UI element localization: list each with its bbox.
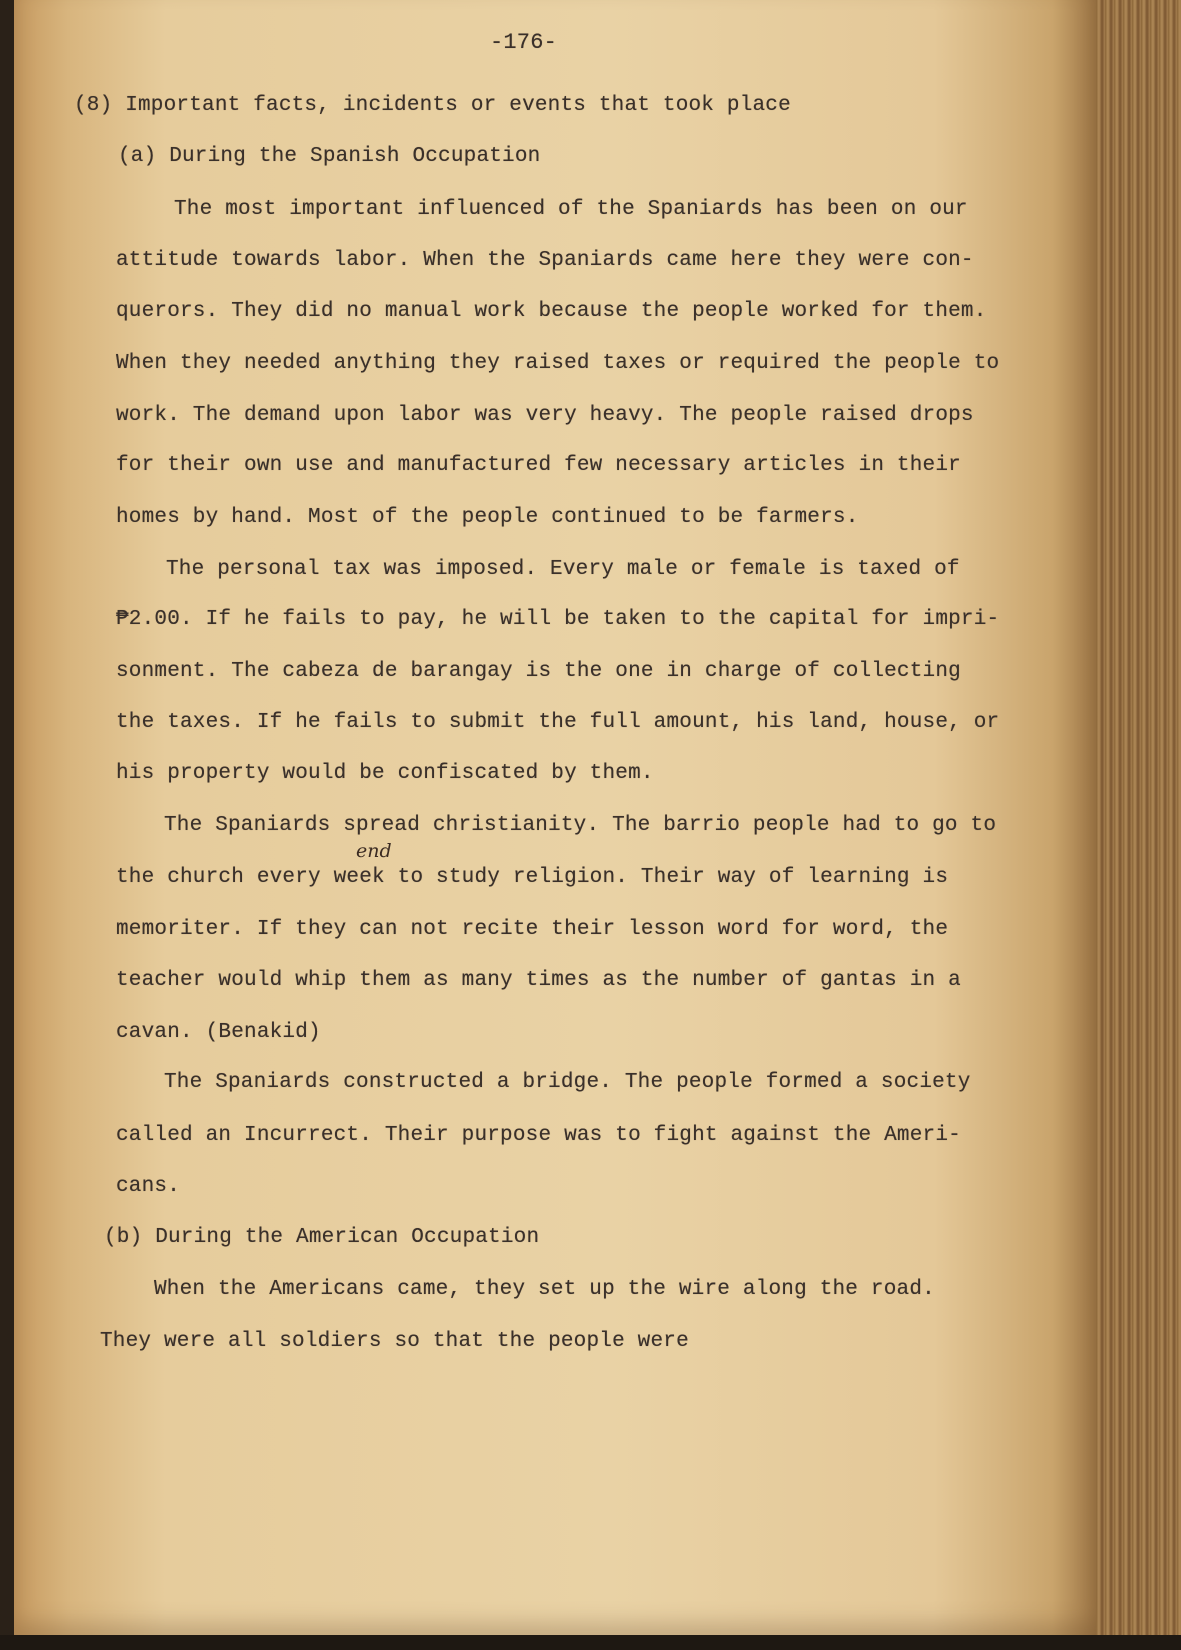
paragraph-line: When they needed anything they raised taxes or required the people to [116, 352, 1000, 375]
paragraph-line: ₱2.00. If he fails to pay, he will be taken to the capital for impri- [116, 608, 1000, 631]
subsection-heading-spanish: (a) During the Spanish Occupation [118, 145, 541, 168]
paragraph-line: The personal tax was imposed. Every male or female is taxed of [166, 558, 960, 581]
scan-bottom-border [0, 1635, 1181, 1650]
paragraph-line: memoriter. If they can not recite their lesson word for word, the [116, 918, 949, 941]
paragraph-line: querors. They did no manual work because the people worked for them. [116, 300, 987, 323]
paragraph-line: cavan. (Benakid) [116, 1021, 321, 1044]
paragraph-line: cans. [116, 1175, 181, 1198]
paragraph-line: sonment. The cabeza de barangay is the one in charge of collecting [116, 660, 961, 683]
handwritten-insertion: end [356, 840, 392, 862]
paragraph-line: attitude towards labor. When the Spaniards came here they were con- [116, 249, 974, 272]
paragraph-line: homes by hand. Most of the people continued to be farmers. [116, 506, 859, 529]
paragraph-line: The Spaniards spread christianity. The barrio people had to go to [164, 814, 997, 837]
page-number: -176- [490, 30, 558, 55]
paragraph-line: his property would be confiscated by them. [116, 762, 654, 785]
paragraph-line: for their own use and manufactured few necessary articles in their [116, 454, 961, 477]
paragraph-line: the taxes. If he fails to submit the full amount, his land, house, or [116, 711, 1000, 734]
paragraph-line: work. The demand upon labor was very heavy. The people raised drops [116, 404, 974, 427]
paragraph-line: They were all soldiers so that the people were [100, 1330, 689, 1353]
paragraph-line: the church every week to study religion. Their way of learning is [116, 866, 949, 889]
subsection-heading-american: (b) During the American Occupation [104, 1226, 540, 1249]
paragraph-line: The Spaniards constructed a bridge. The people formed a society [164, 1071, 971, 1094]
paragraph-line: When the Americans came, they set up the wire along the road. [154, 1278, 935, 1301]
document-page [14, 0, 1096, 1635]
binding-edge [1096, 0, 1181, 1650]
paragraph-line: teacher would whip them as many times as the number of gantas in a [116, 969, 961, 992]
section-heading: (8) Important facts, incidents or events that took place [74, 94, 791, 117]
paragraph-line: called an Incurrect. Their purpose was to fight against the Ameri- [116, 1124, 961, 1147]
paragraph-line: The most important influenced of the Spaniards has been on our [174, 198, 968, 221]
